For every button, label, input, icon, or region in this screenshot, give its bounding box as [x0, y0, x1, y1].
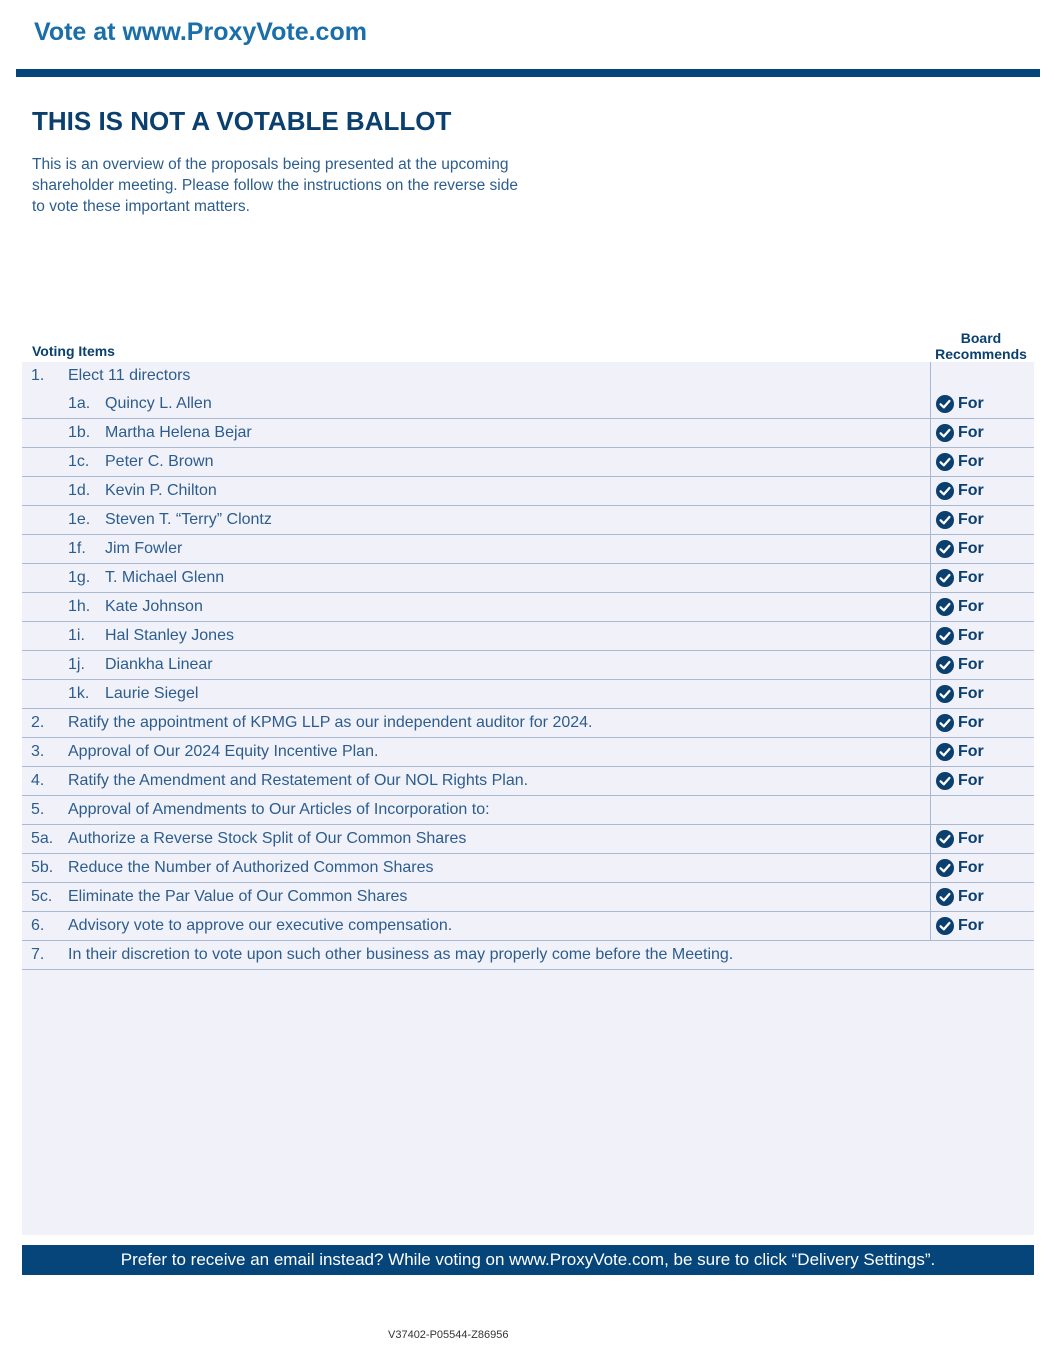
item-text: Reduce the Number of Authorized Common Shares: [68, 859, 434, 876]
item-text: Advisory vote to approve our executive compensation.: [68, 917, 453, 934]
table-row: [22, 535, 1034, 564]
item-text: Authorize a Reverse Stock Split of Our Common Shares: [68, 830, 467, 847]
item-text: Jim Fowler: [105, 540, 183, 557]
recommendation-cell: [930, 825, 1035, 853]
checkmark-circle-icon: [936, 685, 954, 703]
item-text: Steven T. “Terry” Clontz: [105, 511, 272, 528]
table-row: [22, 767, 1034, 796]
item-number: 1k.: [68, 685, 90, 702]
recommendation-cell: [930, 912, 1035, 940]
recommendation-cell: [930, 477, 1035, 505]
item-number: 5a.: [31, 830, 54, 847]
checkmark-circle-icon: [936, 511, 954, 529]
item-number: 6.: [31, 917, 45, 934]
recommendation-cell: [930, 854, 1035, 882]
item-number: 1g.: [68, 569, 91, 586]
checkmark-circle-icon: [936, 888, 954, 906]
recommendation-cell: [930, 593, 1035, 621]
recommendation-label: For: [958, 888, 984, 905]
recommendation-label: For: [958, 482, 984, 499]
item-number: 1f.: [68, 540, 86, 557]
table-row: [22, 506, 1034, 535]
recommendation-label: For: [958, 917, 984, 934]
table-row: [22, 477, 1034, 506]
recommendation-label: For: [958, 656, 984, 673]
ballot-heading: THIS IS NOT A VOTABLE BALLOT: [32, 106, 452, 136]
recommendation-label: For: [958, 569, 984, 586]
item-text: Elect 11 directors: [68, 367, 191, 384]
checkmark-circle-icon: [936, 627, 954, 645]
recommendation-cell: [930, 651, 1035, 679]
item-text: T. Michael Glenn: [105, 569, 225, 586]
voting-items-list: [22, 362, 1034, 970]
table-row: [22, 564, 1034, 593]
recommendation-cell: [930, 506, 1035, 534]
checkmark-circle-icon: [936, 598, 954, 616]
item-number: 2.: [31, 714, 45, 731]
recommendation-cell: [930, 419, 1035, 447]
item-number: 5.: [31, 801, 45, 818]
item-text: Approval of Our 2024 Equity Incentive Plan.: [68, 743, 379, 760]
document-code: V37402-P05544-Z86956: [388, 1329, 509, 1341]
table-row: [22, 941, 1034, 970]
checkmark-circle-icon: [936, 859, 954, 877]
item-number: 1.: [31, 367, 45, 384]
recommendation-label: For: [958, 685, 984, 702]
item-text: Ratify the appointment of KPMG LLP as our independent auditor for 2024.: [68, 714, 593, 731]
table-row: [22, 738, 1034, 767]
table-row: [22, 362, 1034, 390]
item-number: 1c.: [68, 453, 90, 470]
item-text: Diankha Linear: [105, 656, 213, 673]
item-number: 1b.: [68, 424, 91, 441]
recommendation-cell: [930, 709, 1035, 737]
item-number: 1a.: [68, 395, 91, 412]
table-row: [22, 854, 1034, 883]
table-row: [22, 651, 1034, 680]
recommendation-label: For: [958, 598, 984, 615]
table-row: [22, 622, 1034, 651]
item-text: Martha Helena Bejar: [105, 424, 252, 441]
board-recommends-label: Board Recommends: [935, 330, 1027, 362]
checkmark-circle-icon: [936, 830, 954, 848]
recommendation-cell: [930, 680, 1035, 708]
recommendation-cell: [930, 622, 1035, 650]
table-row: [22, 680, 1034, 709]
recommendation-label: For: [958, 772, 984, 789]
table-row: [22, 825, 1034, 854]
item-number: 1j.: [68, 656, 85, 673]
email-delivery-notice: Prefer to receive an email instead? While voting on www.ProxyVote.com, be sure to click “Delivery Settings”.: [22, 1245, 1034, 1275]
checkmark-circle-icon: [936, 424, 954, 442]
item-number: 1d.: [68, 482, 91, 499]
table-row: [22, 593, 1034, 622]
item-number: 4.: [31, 772, 45, 789]
item-number: 1h.: [68, 598, 91, 615]
table-row: [22, 390, 1034, 419]
item-number: 1i.: [68, 627, 85, 644]
recommendation-label: For: [958, 743, 984, 760]
header-divider: [16, 69, 1040, 77]
item-text: Eliminate the Par Value of Our Common Shares: [68, 888, 408, 905]
item-number: 7.: [31, 946, 45, 963]
voting-items-header: Voting Items: [32, 343, 115, 359]
recommendation-label: For: [958, 714, 984, 731]
recommendation-label: For: [958, 511, 984, 528]
table-row: [22, 796, 1034, 825]
item-number: 5b.: [31, 859, 54, 876]
item-number: 3.: [31, 743, 45, 760]
checkmark-circle-icon: [936, 395, 954, 413]
recommendation-label: For: [958, 453, 984, 470]
recommendation-cell: [930, 362, 1035, 391]
item-text: Ratify the Amendment and Restatement of Our NOL Rights Plan.: [68, 772, 529, 789]
item-text: Kevin P. Chilton: [105, 482, 217, 499]
table-row: [22, 419, 1034, 448]
checkmark-circle-icon: [936, 743, 954, 761]
item-text: Peter C. Brown: [105, 453, 214, 470]
recommendation-cell: [930, 738, 1035, 766]
checkmark-circle-icon: [936, 569, 954, 587]
recommendation-cell: [930, 796, 1035, 824]
recommendation-label: For: [958, 859, 984, 876]
checkmark-circle-icon: [936, 453, 954, 471]
recommendation-cell: [930, 390, 1035, 418]
item-number: 1e.: [68, 511, 91, 528]
table-row: [22, 709, 1034, 738]
recommendation-label: For: [958, 395, 984, 412]
checkmark-circle-icon: [936, 772, 954, 790]
recommendation-label: For: [958, 424, 984, 441]
item-number: 5c.: [31, 888, 53, 905]
item-text: Quincy L. Allen: [105, 395, 212, 412]
item-text: In their discretion to vote upon such other business as may properly come before the Meeting.: [68, 946, 734, 963]
checkmark-circle-icon: [936, 540, 954, 558]
checkmark-circle-icon: [936, 656, 954, 674]
header-title: Vote at www.ProxyVote.com: [34, 18, 367, 46]
checkmark-circle-icon: [936, 714, 954, 732]
board-recommends-header: [929, 330, 1033, 362]
recommendation-label: For: [958, 540, 984, 557]
recommendation-cell: [930, 767, 1035, 795]
item-text: Kate Johnson: [105, 598, 203, 615]
recommendation-cell: [930, 535, 1035, 563]
recommendation-cell: [930, 448, 1035, 476]
checkmark-circle-icon: [936, 917, 954, 935]
item-text: Approval of Amendments to Our Articles of Incorporation to:: [68, 801, 490, 818]
intro-text: This is an overview of the proposals being presented at the upcoming shareholder meeting. Please follow the instructions on the reverse side to vote these important matters.: [32, 156, 518, 215]
table-row: [22, 883, 1034, 912]
recommendation-cell: [930, 564, 1035, 592]
item-text: Hal Stanley Jones: [105, 627, 234, 644]
recommendation-label: For: [958, 627, 984, 644]
recommendation-label: For: [958, 830, 984, 847]
checkmark-circle-icon: [936, 482, 954, 500]
table-row: [22, 912, 1034, 941]
table-row: [22, 448, 1034, 477]
recommendation-cell: [930, 883, 1035, 911]
item-text: Laurie Siegel: [105, 685, 199, 702]
